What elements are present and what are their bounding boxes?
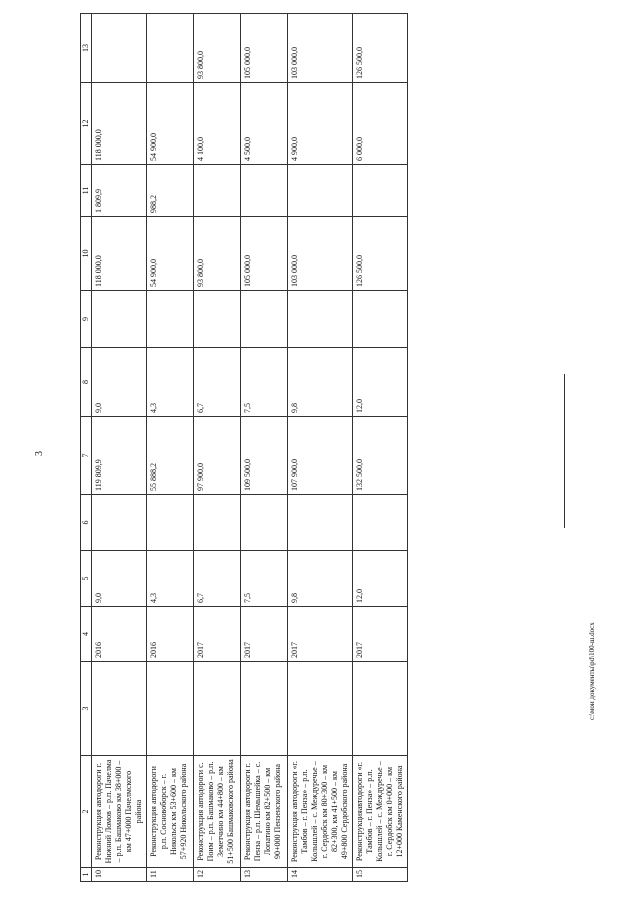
cell bbox=[353, 662, 408, 756]
cell: 132 500,0 bbox=[353, 417, 408, 495]
cell: 2017 bbox=[241, 607, 288, 662]
cell: 6 000,0 bbox=[353, 83, 408, 165]
cell bbox=[194, 662, 241, 756]
row-number: 12 bbox=[194, 868, 241, 882]
cell bbox=[194, 291, 241, 348]
row-number: 13 bbox=[241, 868, 288, 882]
cell: 105 000,0 bbox=[241, 217, 288, 291]
cell bbox=[353, 165, 408, 217]
cell: 107 900,0 bbox=[288, 417, 353, 495]
object-name: Реконструкцияавтодороги «г. Тамбов – г. Пенза» – р.п. Колышлей – с. Междуречье – г. Сердобск км 0+000 – км 12+000 Каменского района bbox=[353, 756, 408, 868]
cell: 126 500,0 bbox=[353, 217, 408, 291]
col-header: 10 bbox=[81, 217, 92, 291]
row-number: 10 bbox=[92, 868, 147, 882]
objects-table bbox=[80, 13, 408, 882]
row-number: 15 bbox=[353, 868, 408, 882]
footer-rule bbox=[564, 374, 565, 528]
cell: 93 800,0 bbox=[194, 14, 241, 83]
table-row bbox=[353, 14, 408, 882]
row-number: 14 bbox=[288, 868, 353, 882]
cell bbox=[147, 495, 194, 551]
cell bbox=[288, 291, 353, 348]
cell bbox=[147, 291, 194, 348]
cell bbox=[241, 662, 288, 756]
cell: 2017 bbox=[288, 607, 353, 662]
cell bbox=[241, 165, 288, 217]
cell: 109 500,0 bbox=[241, 417, 288, 495]
cell: 4,3 bbox=[147, 348, 194, 417]
cell bbox=[241, 495, 288, 551]
table-row bbox=[147, 14, 194, 882]
cell: 2017 bbox=[353, 607, 408, 662]
cell: 54 900,0 bbox=[147, 217, 194, 291]
cell: 103 000,0 bbox=[288, 14, 353, 83]
col-header: 13 bbox=[81, 14, 92, 83]
table-row bbox=[92, 14, 147, 882]
cell bbox=[147, 14, 194, 83]
cell bbox=[353, 291, 408, 348]
object-name: Реконструкция автодороги «г. Тамбов – г. Пенза» – р.п. Колышлей – с. Междуречье – г. Сердобск км 80+300 – км 82+300, км 41+500 – км 49+800 Сердобского района bbox=[288, 756, 353, 868]
cell: 9,8 bbox=[288, 551, 353, 607]
cell: 55 888,2 bbox=[147, 417, 194, 495]
col-header: 7 bbox=[81, 417, 92, 495]
cell: 4,3 bbox=[147, 551, 194, 607]
cell bbox=[194, 495, 241, 551]
col-header: 12 bbox=[81, 83, 92, 165]
col-header: 5 bbox=[81, 551, 92, 607]
cell: 103 000,0 bbox=[288, 217, 353, 291]
cell bbox=[92, 662, 147, 756]
table-row bbox=[288, 14, 353, 882]
cell: 7,5 bbox=[241, 348, 288, 417]
cell: 6,7 bbox=[194, 348, 241, 417]
cell: 1 809,9 bbox=[92, 165, 147, 217]
col-header: 9 bbox=[81, 291, 92, 348]
cell: 118 000,0 bbox=[92, 217, 147, 291]
cell: 118 000,0 bbox=[92, 83, 147, 165]
cell: 119 809,9 bbox=[92, 417, 147, 495]
cell bbox=[288, 165, 353, 217]
cell: 9,0 bbox=[92, 348, 147, 417]
cell bbox=[241, 291, 288, 348]
cell bbox=[147, 662, 194, 756]
cell: 7,5 bbox=[241, 551, 288, 607]
col-header: 2 bbox=[81, 756, 92, 868]
object-name: Реконструкция автодороги р.п. Сосновоборск – г. Никольск км 53+600 – км 57+920 Никольского района bbox=[147, 756, 194, 868]
cell: 9,0 bbox=[92, 551, 147, 607]
header-row bbox=[81, 14, 92, 882]
table-row bbox=[194, 14, 241, 882]
cell: 93 800,0 bbox=[194, 217, 241, 291]
cell bbox=[353, 495, 408, 551]
cell: 988,2 bbox=[147, 165, 194, 217]
cell: 2016 bbox=[92, 607, 147, 662]
cell: 54 900,0 bbox=[147, 83, 194, 165]
cell: 12,0 bbox=[353, 551, 408, 607]
row-number: 11 bbox=[147, 868, 194, 882]
col-header: 6 bbox=[81, 495, 92, 551]
col-header: 8 bbox=[81, 348, 92, 417]
col-header: 4 bbox=[81, 607, 92, 662]
cell: 97 900,0 bbox=[194, 417, 241, 495]
cell bbox=[92, 495, 147, 551]
cell bbox=[92, 291, 147, 348]
cell: 2017 bbox=[194, 607, 241, 662]
cell: 9,8 bbox=[288, 348, 353, 417]
object-name: Реконструкция автодороги г. Нижний Ломов – р.п. Пачелма – р.п. Башмаково км 38+000 – км 47+000 Пачелмского района bbox=[92, 756, 147, 868]
cell bbox=[92, 14, 147, 83]
rotated-sheet bbox=[80, 14, 480, 882]
col-header: 11 bbox=[81, 165, 92, 217]
cell: 4 100,0 bbox=[194, 83, 241, 165]
page-number: 3 bbox=[34, 451, 45, 456]
cell: 105 000,0 bbox=[241, 14, 288, 83]
col-header: 3 bbox=[81, 662, 92, 756]
cell: 6,7 bbox=[194, 551, 241, 607]
cell: 2016 bbox=[147, 607, 194, 662]
footer-file-path: c:\мои документы\pd\100-ш.docx bbox=[588, 622, 596, 720]
cell: 4 500,0 bbox=[241, 83, 288, 165]
cell: 12,0 bbox=[353, 348, 408, 417]
object-name: Реконструкция автодороги г. Пенза – р.п. Шемышейка – с. Лопатино км 82+500 – км 90+000 Пензенского района bbox=[241, 756, 288, 868]
table-row bbox=[241, 14, 288, 882]
cell bbox=[194, 165, 241, 217]
object-name: Реконструкция автодороги с. Поим – р.п. Башмаково – р.п. Земетчино км 44+800 – км 51+500 Башмаковского района bbox=[194, 756, 241, 868]
cell bbox=[288, 495, 353, 551]
cell: 4 900,0 bbox=[288, 83, 353, 165]
cell: 126 500,0 bbox=[353, 14, 408, 83]
cell bbox=[288, 662, 353, 756]
col-header: 1 bbox=[81, 868, 92, 882]
